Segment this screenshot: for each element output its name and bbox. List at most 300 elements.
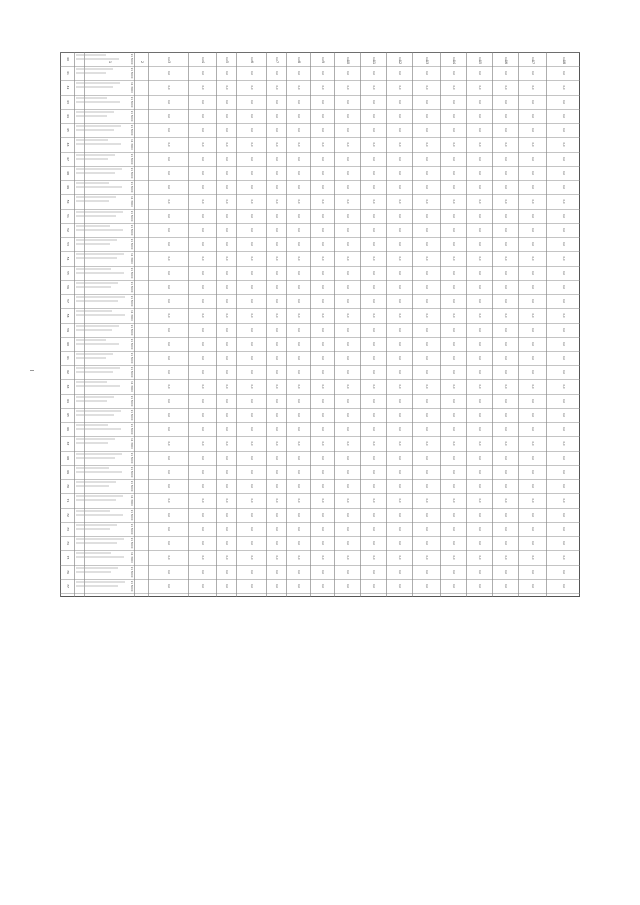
- cell-value: 0,0: [250, 455, 253, 461]
- cell-value: 0,0: [425, 569, 428, 575]
- cell-value: 0,0: [504, 213, 507, 219]
- cell-value: 0,0: [504, 512, 507, 518]
- cell-value: 0,0: [398, 341, 401, 347]
- row-number: 64: [66, 399, 70, 403]
- cell-value: 0,0: [478, 241, 481, 247]
- cell-value: 0,0: [398, 85, 401, 90]
- cell-value: 0,0: [321, 526, 324, 532]
- cell-amount: 11 3000: [130, 53, 133, 65]
- cell-value: 0,0: [346, 441, 349, 446]
- cell-value: 0,0: [504, 184, 507, 190]
- header-code: 18: [562, 59, 566, 65]
- cell-value: 0,0: [225, 441, 228, 446]
- cell-value: 0,0: [372, 99, 375, 105]
- cell-value: 0,0: [297, 555, 300, 560]
- cell-value: 0,0: [201, 455, 204, 461]
- cell-value: 0,0: [398, 142, 401, 147]
- cell-value: 0,0: [250, 512, 253, 518]
- cell-value: 0,0: [452, 540, 455, 546]
- cell-value: 0,0: [478, 526, 481, 532]
- cell-value: 0,0: [321, 199, 324, 204]
- cell-amount: 11 3000: [130, 438, 133, 449]
- cell-value: 0,0: [167, 483, 170, 489]
- row-number: 67: [66, 441, 70, 446]
- cell-amount: 11 3000: [130, 124, 133, 136]
- cell-amount: 11 3000: [130, 281, 133, 293]
- cell-value: 0,0: [321, 483, 324, 489]
- cell-value: 0,0: [346, 284, 349, 290]
- cell-value: 0,0: [425, 270, 428, 276]
- cell-value: 0,0: [275, 213, 278, 219]
- cell-value: 0,0: [346, 70, 349, 76]
- cell-value: 0,0: [398, 526, 401, 532]
- cell-value: 0,0: [425, 241, 428, 247]
- cell-value: 0,0: [504, 127, 507, 133]
- cell-amount: 11 3000: [130, 480, 133, 492]
- cell-value: 0,0: [478, 298, 481, 304]
- cell-value: 0,0: [297, 70, 300, 76]
- cell-value: 0,0: [346, 170, 349, 176]
- row-number: 73: [66, 527, 70, 531]
- cell-value: 0,0: [531, 583, 534, 589]
- cell-value: 0,0: [225, 426, 228, 432]
- cell-value: 0,0: [297, 184, 300, 190]
- cell-value: 0,0: [167, 313, 170, 318]
- cell-value: 0,0: [321, 213, 324, 219]
- cell-value: 0,0: [531, 99, 534, 105]
- cell-value: 0,0: [225, 483, 228, 489]
- cell-value: 0,0: [201, 70, 204, 76]
- cell-value: 0,0: [167, 156, 170, 162]
- cell-value: 0,0: [531, 85, 534, 90]
- row-number: 48: [66, 171, 70, 175]
- cell-value: 0,0: [167, 184, 170, 190]
- cell-value: 0,0: [297, 327, 300, 333]
- row-number: 55: [66, 271, 70, 275]
- cell-value: 0,0: [250, 270, 253, 276]
- cell-value: 0,0: [167, 284, 170, 290]
- cell-value: 0,0: [452, 483, 455, 489]
- cell-value: 0,0: [478, 498, 481, 503]
- cell-value: 0,0: [250, 426, 253, 432]
- cell-value: 0,0: [425, 156, 428, 162]
- cell-value: 0,0: [478, 213, 481, 219]
- cell-value: 0,0: [562, 583, 565, 589]
- cell-value: 0,0: [346, 256, 349, 261]
- cell-value: 0,0: [167, 56, 170, 62]
- cell-value: 0,0: [478, 355, 481, 361]
- cell-value: 0,0: [531, 227, 534, 233]
- cell-value: 0,0: [346, 341, 349, 347]
- cell-amount: 11 3000: [130, 423, 133, 435]
- cell-value: 0,0: [531, 384, 534, 389]
- cell-value: 0,0: [372, 384, 375, 389]
- cell-value: 0,0: [225, 355, 228, 361]
- cell-value: 0,0: [372, 483, 375, 489]
- cell-value: 0,0: [275, 142, 278, 147]
- cell-value: 0,0: [321, 56, 324, 62]
- cell-value: 0,0: [398, 441, 401, 446]
- cell-value: 0,0: [425, 284, 428, 290]
- table-border: [61, 53, 580, 597]
- header-code: 17: [531, 59, 535, 65]
- cell-value: 0,0: [398, 512, 401, 518]
- header-code: 1: [108, 60, 112, 64]
- cell-value: 0,0: [504, 441, 507, 446]
- cell-value: 0,0: [425, 113, 428, 119]
- cell-value: 0,0: [425, 441, 428, 446]
- cell-value: 0,0: [452, 441, 455, 446]
- cell-value: 0,0: [425, 483, 428, 489]
- cell-value: 0,0: [504, 327, 507, 333]
- cell-value: 0,0: [167, 469, 170, 475]
- cell-value: 0,0: [372, 85, 375, 90]
- cell-value: 0,0: [478, 156, 481, 162]
- cell-value: 0,0: [452, 70, 455, 76]
- cell-value: 0,0: [201, 483, 204, 489]
- cell-value: 0,0: [562, 284, 565, 290]
- cell-amount: 11 3000: [130, 295, 133, 307]
- cell-value: 0,0: [425, 583, 428, 589]
- cell-amount: 11 3000: [130, 324, 133, 336]
- cell-value: 0,0: [250, 341, 253, 347]
- cell-value: 0,0: [321, 469, 324, 475]
- cell-value: 0,0: [478, 270, 481, 276]
- cell-value: 0,0: [452, 85, 455, 90]
- cell-value: 0,0: [398, 469, 401, 475]
- cell-value: 0,0: [398, 569, 401, 575]
- cell-value: 0,0: [452, 526, 455, 532]
- cell-value: 0,0: [562, 270, 565, 276]
- cell-value: 0,0: [346, 142, 349, 147]
- cell-value: 0,0: [321, 313, 324, 318]
- cell-value: 0,0: [297, 369, 300, 375]
- cell-value: 0,0: [478, 227, 481, 233]
- cell-value: 0,0: [167, 199, 170, 204]
- cell-value: 0,0: [250, 540, 253, 546]
- cell-value: 0,0: [531, 213, 534, 219]
- cell-value: 0,0: [562, 142, 565, 147]
- cell-value: 0,0: [398, 99, 401, 105]
- cell-value: 0,0: [562, 441, 565, 446]
- cell-value: 0,0: [562, 56, 565, 62]
- cell-value: 0,0: [346, 355, 349, 361]
- cell-value: 0,0: [372, 498, 375, 503]
- cell-value: 0,0: [201, 327, 204, 333]
- cell-value: 0,0: [201, 270, 204, 276]
- cell-value: 0,0: [452, 156, 455, 162]
- row-number: 74: [66, 541, 70, 545]
- cell-value: 0,0: [201, 384, 204, 389]
- cell-value: 0,0: [504, 555, 507, 560]
- cell-value: 0,0: [250, 469, 253, 475]
- cell-value: 0,0: [297, 583, 300, 589]
- cell-value: 0,0: [346, 113, 349, 119]
- cell-value: 0,0: [201, 526, 204, 532]
- cell-value: 0,0: [321, 583, 324, 589]
- cell-value: 0,0: [478, 199, 481, 204]
- cell-amount: 11 3000: [130, 210, 133, 222]
- cell-value: 0,0: [321, 70, 324, 76]
- cell-value: 0,0: [372, 455, 375, 461]
- cell-value: 0,0: [531, 526, 534, 532]
- cell-value: 0,0: [531, 483, 534, 489]
- cell-value: 0,0: [478, 127, 481, 133]
- cell-value: 0,0: [504, 70, 507, 76]
- cell-value: 0,0: [504, 142, 507, 147]
- data-table: [60, 52, 580, 597]
- cell-value: 0,0: [275, 170, 278, 176]
- cell-value: 0,0: [372, 555, 375, 560]
- cell-value: 0,0: [167, 298, 170, 304]
- cell-value: 0,0: [201, 569, 204, 575]
- header-code: 10: [346, 59, 350, 65]
- cell-amount: 11 3000: [130, 509, 133, 521]
- cell-value: 0,0: [452, 355, 455, 361]
- cell-value: 0,0: [201, 99, 204, 105]
- cell-value: 0,0: [425, 369, 428, 375]
- cell-value: 0,0: [425, 526, 428, 532]
- row-number: 44: [66, 114, 70, 118]
- cell-value: 0,0: [250, 199, 253, 204]
- cell-value: 0,0: [504, 156, 507, 162]
- cell-value: 0,0: [201, 284, 204, 290]
- cell-value: 0,0: [297, 227, 300, 233]
- cell-value: 0,0: [297, 341, 300, 347]
- row-number: 68: [66, 456, 70, 460]
- cell-value: 0,0: [504, 355, 507, 361]
- cell-value: 0,0: [225, 313, 228, 318]
- cell-amount: 11 3000: [130, 495, 133, 506]
- cell-value: 0,0: [201, 227, 204, 233]
- cell-value: 0,0: [346, 469, 349, 475]
- cell-value: 0,0: [372, 540, 375, 546]
- cell-value: 0,0: [372, 142, 375, 147]
- row-number: 50: [66, 199, 70, 204]
- cell-value: 0,0: [297, 113, 300, 119]
- cell-value: 0,0: [398, 256, 401, 261]
- cell-value: 0,0: [504, 426, 507, 432]
- cell-value: 0,0: [275, 341, 278, 347]
- cell-value: 0,0: [478, 70, 481, 76]
- cell-value: 0,0: [225, 341, 228, 347]
- header-code: 9: [321, 60, 325, 64]
- cell-value: 0,0: [398, 498, 401, 503]
- cell-value: 0,0: [346, 127, 349, 133]
- cell-value: 0,0: [531, 199, 534, 204]
- cell-value: 0,0: [225, 540, 228, 546]
- cell-value: 0,0: [321, 426, 324, 432]
- cell-value: 0,0: [398, 199, 401, 204]
- cell-value: 0,0: [562, 227, 565, 233]
- cell-value: 0,0: [250, 241, 253, 247]
- cell-value: 0,0: [167, 426, 170, 432]
- cell-amount: 11 3000: [130, 466, 133, 478]
- cell-value: 0,0: [346, 512, 349, 518]
- cell-value: 0,0: [346, 412, 349, 418]
- cell-value: 0,0: [201, 498, 204, 503]
- cell-value: 0,0: [504, 583, 507, 589]
- cell-value: 0,0: [452, 512, 455, 518]
- cell-value: 0,0: [297, 569, 300, 575]
- row-number: 77: [66, 584, 70, 588]
- cell-value: 0,0: [531, 284, 534, 290]
- cell-value: 0,0: [504, 199, 507, 204]
- header-code: 3: [167, 60, 171, 64]
- cell-value: 0,0: [225, 213, 228, 219]
- cell-value: 0,0: [275, 284, 278, 290]
- cell-value: 0,0: [167, 412, 170, 418]
- cell-value: 0,0: [504, 170, 507, 176]
- cell-value: 0,0: [372, 512, 375, 518]
- cell-value: 0,0: [201, 298, 204, 304]
- cell-value: 0,0: [531, 241, 534, 247]
- cell-value: 0,0: [452, 426, 455, 432]
- cell-value: 0,0: [225, 170, 228, 176]
- cell-amount: 11 3000: [130, 395, 133, 407]
- cell-value: 0,0: [225, 70, 228, 76]
- cell-value: 0,0: [452, 583, 455, 589]
- cell-value: 0,0: [321, 256, 324, 261]
- cell-value: 0,0: [425, 327, 428, 333]
- cell-value: 0,0: [562, 85, 565, 90]
- cell-value: 0,0: [275, 384, 278, 389]
- cell-value: 0,0: [275, 256, 278, 261]
- cell-value: 0,0: [398, 483, 401, 489]
- cell-value: 0,0: [167, 498, 170, 503]
- cell-value: 0,0: [250, 184, 253, 190]
- cell-value: 0,0: [167, 127, 170, 133]
- cell-value: 0,0: [225, 241, 228, 247]
- cell-value: 0,0: [167, 227, 170, 233]
- cell-value: 0,0: [346, 455, 349, 461]
- cell-value: 0,0: [372, 284, 375, 290]
- cell-value: 0,0: [425, 184, 428, 190]
- cell-value: 0,0: [201, 184, 204, 190]
- cell-value: 0,0: [297, 384, 300, 389]
- cell-value: 0,0: [531, 127, 534, 133]
- cell-value: 0,0: [346, 398, 349, 404]
- cell-value: 0,0: [531, 327, 534, 333]
- cell-value: 0,0: [531, 355, 534, 361]
- cell-value: 0,0: [398, 412, 401, 418]
- cell-value: 0,0: [225, 583, 228, 589]
- cell-value: 0,0: [398, 56, 401, 62]
- cell-value: 0,0: [346, 156, 349, 162]
- cell-value: 0,0: [321, 156, 324, 162]
- cell-value: 0,0: [201, 142, 204, 147]
- cell-value: 0,0: [201, 583, 204, 589]
- cell-value: 0,0: [275, 455, 278, 461]
- cell-value: 0,0: [167, 327, 170, 333]
- row-number: 72: [66, 513, 70, 517]
- row-number: 58: [66, 313, 70, 318]
- cell-value: 0,0: [225, 384, 228, 389]
- cell-value: 0,0: [297, 256, 300, 261]
- cell-value: 0,0: [275, 583, 278, 589]
- cell-value: 0,0: [478, 142, 481, 147]
- cell-value: 0,0: [504, 540, 507, 546]
- cell-value: 0,0: [275, 70, 278, 76]
- cell-value: 0,0: [452, 327, 455, 333]
- cell-value: 0,0: [478, 99, 481, 105]
- cell-value: 0,0: [201, 85, 204, 90]
- cell-value: 0,0: [275, 398, 278, 404]
- cell-value: 0,0: [346, 227, 349, 233]
- cell-value: 0,0: [562, 398, 565, 404]
- cell-amount: 11 3000: [130, 409, 133, 421]
- cell-amount: 11 3000: [130, 181, 133, 193]
- cell-value: 0,0: [398, 327, 401, 333]
- cell-value: 0,0: [201, 241, 204, 247]
- cell-value: 0,0: [398, 426, 401, 432]
- cell-value: 0,0: [297, 398, 300, 404]
- cell-amount: 11 3000: [130, 139, 133, 150]
- row-number: 59: [66, 328, 70, 332]
- cell-value: 0,0: [167, 441, 170, 446]
- cell-value: 0,0: [372, 256, 375, 261]
- cell-value: 0,0: [504, 56, 507, 62]
- cell-value: 0,0: [297, 85, 300, 90]
- row-number: 69: [66, 470, 70, 474]
- cell-value: 0,0: [297, 213, 300, 219]
- cell-value: 0,0: [225, 327, 228, 333]
- cell-value: 0,0: [167, 569, 170, 575]
- cell-value: 0,0: [201, 441, 204, 446]
- row-number: 76: [66, 570, 70, 574]
- cell-value: 0,0: [478, 426, 481, 432]
- row-number: 46: [66, 142, 70, 147]
- row-number: 65: [66, 413, 70, 417]
- cell-value: 0,0: [297, 512, 300, 518]
- cell-value: 0,0: [167, 341, 170, 347]
- cell-value: 0,0: [425, 426, 428, 432]
- header-code: 14: [452, 59, 456, 65]
- cell-value: 0,0: [321, 555, 324, 560]
- cell-value: 0,0: [531, 56, 534, 62]
- cell-value: 0,0: [297, 142, 300, 147]
- cell-value: 0,0: [531, 270, 534, 276]
- cell-value: 0,0: [562, 99, 565, 105]
- cell-value: 0,0: [275, 156, 278, 162]
- cell-value: 0,0: [531, 412, 534, 418]
- cell-value: 0,0: [562, 526, 565, 532]
- cell-value: 0,0: [321, 85, 324, 90]
- cell-value: 0,0: [452, 113, 455, 119]
- cell-value: 0,0: [297, 412, 300, 418]
- cell-value: 0,0: [372, 127, 375, 133]
- cell-value: 0,0: [225, 498, 228, 503]
- cell-amount: 11 3000: [130, 523, 133, 535]
- cell-value: 0,0: [321, 184, 324, 190]
- cell-value: 0,0: [346, 555, 349, 560]
- cell-value: 0,0: [297, 199, 300, 204]
- cell-amount: 11 3000: [130, 352, 133, 364]
- cell-amount: 11 3000: [130, 537, 133, 549]
- cell-value: 0,0: [250, 156, 253, 162]
- row-number: 61: [66, 356, 70, 360]
- cell-value: 0,0: [531, 156, 534, 162]
- cell-value: 0,0: [425, 142, 428, 147]
- cell-value: 0,0: [346, 540, 349, 546]
- cell-value: 0,0: [562, 213, 565, 219]
- cell-value: 0,0: [250, 555, 253, 560]
- cell-value: 0,0: [562, 412, 565, 418]
- cell-value: 0,0: [372, 469, 375, 475]
- row-number: 62: [66, 370, 70, 374]
- header-code: 5: [225, 60, 229, 64]
- cell-value: 0,0: [225, 184, 228, 190]
